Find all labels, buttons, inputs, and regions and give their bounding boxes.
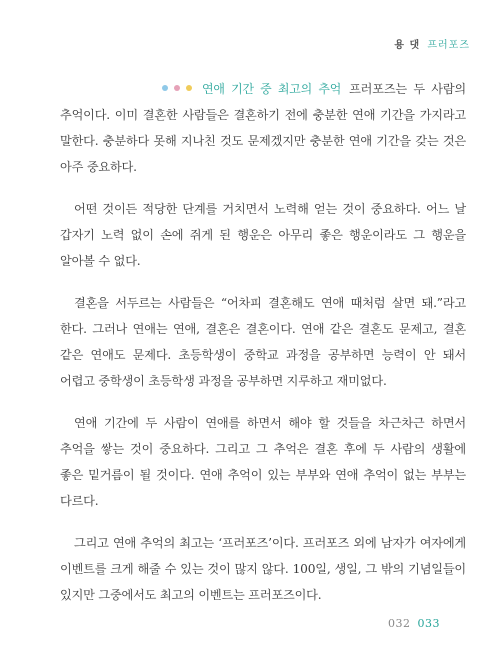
blue-dot-icon <box>162 85 168 91</box>
section-dots <box>162 76 198 102</box>
running-header <box>394 36 470 51</box>
header-label: 용 댓 <box>394 40 421 51</box>
page-number-right: 033 <box>417 617 440 630</box>
paragraph-1 <box>60 76 466 180</box>
page-content <box>60 76 466 624</box>
header-title: 프러포즈 <box>427 40 470 51</box>
paragraph-4: 연애 기간에 두 사람이 연애를 하면서 해야 할 것들을 차근차근 하면서 추억을 쌓는 것이 중요하다. 그리고 그 추억은 결혼 후에 두 사람의 생활에 좋은 밑거름이 될 것이다. 연애 추억이 있는 부부와 연애 추억이 없는 부부는 다르다. <box>60 416 466 508</box>
paragraph-5: 그리고 연애 추억의 최고는 ‘프러포즈’이다. 프러포즈 외에 남자가 여자에게 이벤트를 크게 해줄 수 있는 것이 많지 않다. 100일, 생일, 그 밖의 기념일들이 있지만 그중에서도 최고의 이벤트는 프러포즈이다. <box>60 536 466 602</box>
yellow-dot-icon <box>186 85 192 91</box>
paragraph-2: 어떤 것이든 적당한 단계를 거치면서 노력해 얻는 것이 중요하다. 어느 날 갑자기 노력 없이 손에 쥐게 된 행운은 아무리 좋은 행운이라도 그 행운을 알아볼 수 없다. <box>60 202 466 268</box>
section-title: 연애 기간 중 최고의 추억 <box>202 82 342 96</box>
pink-dot-icon <box>174 85 180 91</box>
paragraph-1-text: 프러포즈는 두 사람의 추억이다. 이미 결혼한 사람들은 결혼하기 전에 충분한 연애 기간을 가지라고 말한다. 충분하다 못해 지나친 것도 문제겠지만 충분한 연애 기간을 갖는 것은 아주 중요하다. <box>60 82 466 174</box>
page-numbers <box>388 617 440 630</box>
paragraph-3: 결혼을 서두르는 사람들은 “어차피 결혼해도 연애 때처럼 살면 돼.”라고 한다. 그러나 연애는 연애, 결혼은 결혼이다. 연애 같은 결혼도 문제고, 결혼 같은 연애도 문제다. 초등학생이 중학교 과정을 공부하면 능력이 안 돼서 어렵고 중학생이 초등학생 과정을 공부하면 지루하고 재미없다. <box>60 296 466 388</box>
page-number-left: 032 <box>388 617 411 630</box>
